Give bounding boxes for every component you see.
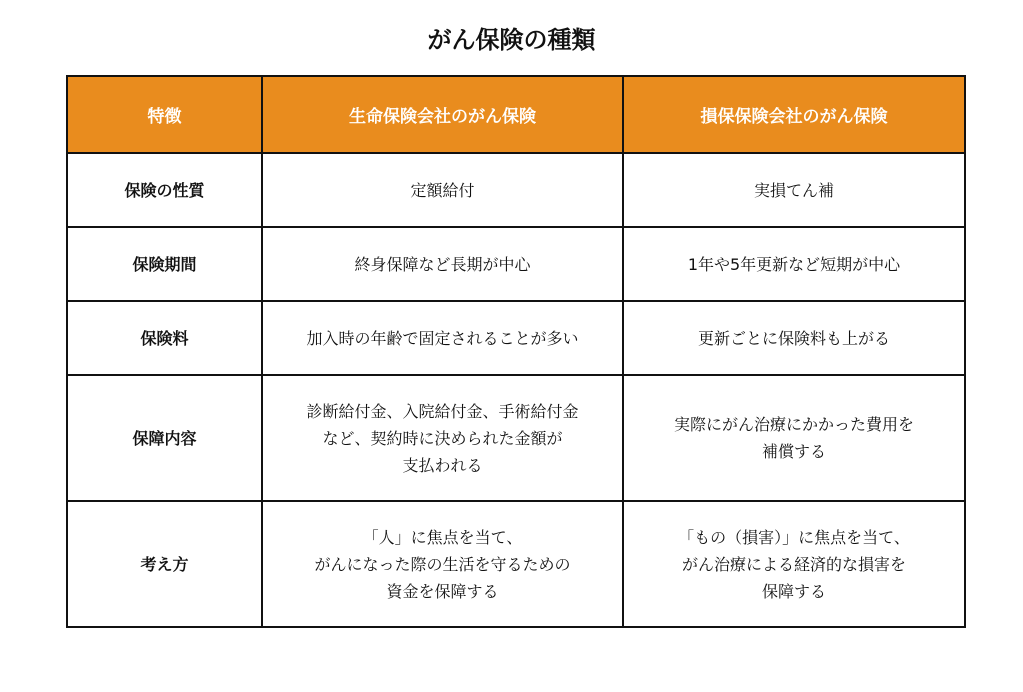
row-label-text: 保険料 — [140, 328, 189, 348]
page-title: がん保険の種類 — [427, 26, 596, 54]
comparison-table — [66, 75, 966, 628]
life-cell — [262, 301, 623, 375]
row-label-text: 考え方 — [140, 554, 189, 574]
life-cell-text: 終身保障など長期が中心 — [354, 254, 531, 274]
row-label — [67, 375, 262, 501]
nonlife-cell — [623, 301, 965, 375]
life-cell-text: 定額給付 — [410, 180, 475, 200]
life-cell — [262, 501, 623, 627]
row-label — [67, 301, 262, 375]
life-cell — [262, 375, 623, 501]
header-nonlife-insurer: 損保保険会社のがん保険 — [623, 76, 965, 153]
table-row — [67, 375, 965, 501]
row-label — [67, 153, 262, 227]
nonlife-cell-text: 1年や5年更新など短期が中心 — [687, 254, 901, 274]
row-label — [67, 227, 262, 301]
nonlife-cell-text: 実損てん補 — [753, 180, 834, 200]
table-row — [67, 153, 965, 227]
table-header-row — [67, 76, 965, 153]
nonlife-cell-text: 実際にがん治療にかかった費用を 補償する — [673, 415, 914, 461]
row-label-text: 保険期間 — [132, 254, 197, 274]
table-row — [67, 301, 965, 375]
nonlife-cell — [623, 153, 965, 227]
row-label — [67, 501, 262, 627]
nonlife-cell — [623, 375, 965, 501]
nonlife-cell-text: 「もの（損害）」に焦点を当て、 がん治療による経済的な損害を 保障する — [678, 527, 910, 601]
header-life-insurer: 生命保険会社のがん保険 — [262, 76, 623, 153]
row-label-text: 保険の性質 — [124, 180, 205, 200]
nonlife-cell-text: 更新ごとに保険料も上がる — [697, 328, 890, 348]
nonlife-cell — [623, 227, 965, 301]
table-row — [67, 501, 965, 627]
header-feature: 特徴 — [67, 76, 262, 153]
life-cell — [262, 153, 623, 227]
life-cell — [262, 227, 623, 301]
life-cell-text: 「人」に焦点を当て、 がんになった際の生活を守るための 資金を保障する — [314, 527, 571, 601]
table-row — [67, 227, 965, 301]
nonlife-cell — [623, 501, 965, 627]
row-label-text: 保障内容 — [132, 428, 197, 448]
life-cell-text: 診断給付金、入院給付金、手術給付金 など、契約時に決められた金額が 支払われる — [306, 401, 579, 475]
life-cell-text: 加入時の年齢で固定されることが多い — [306, 328, 579, 348]
